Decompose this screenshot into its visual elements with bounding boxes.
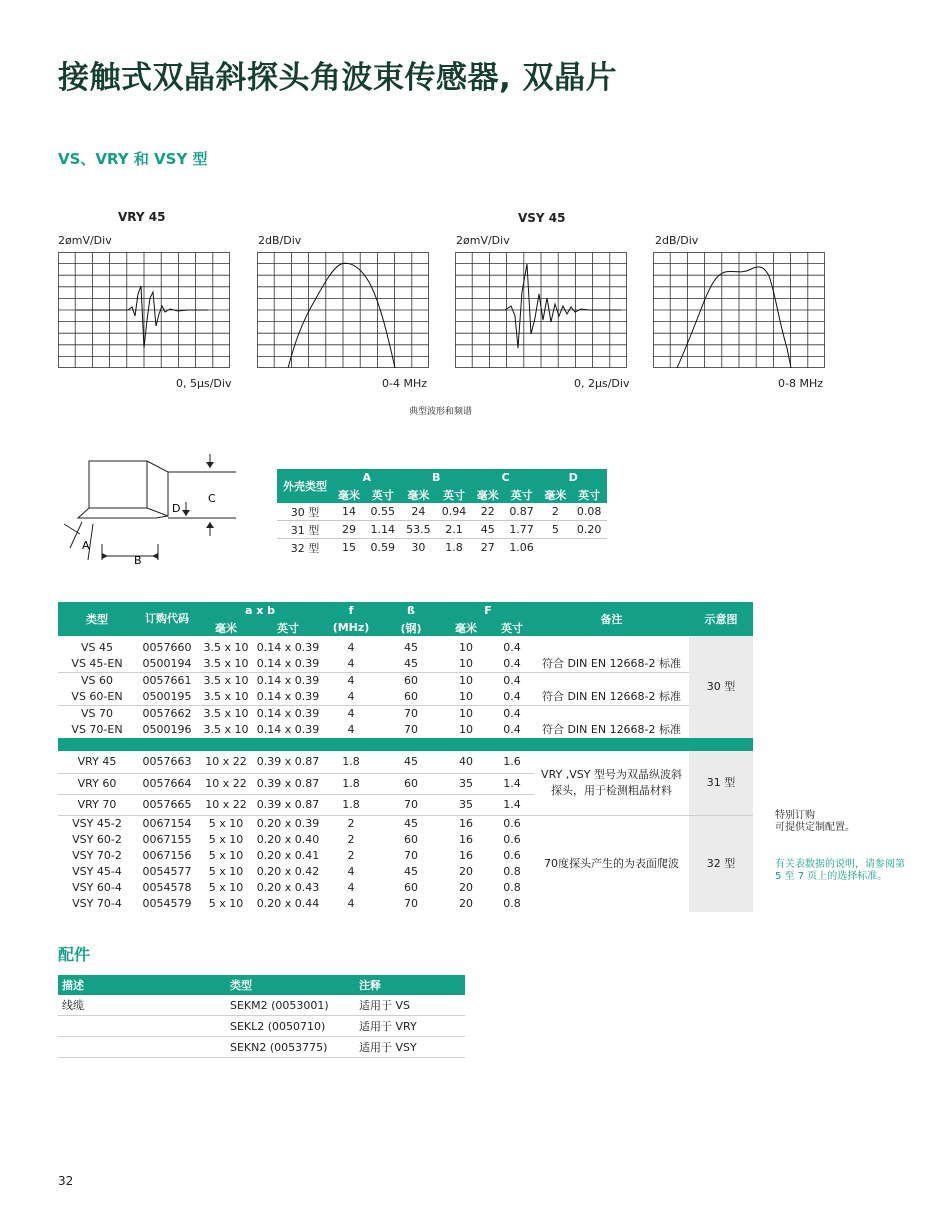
acc-row: SEKN2 (0053775) 适用于 VSY: [58, 1037, 465, 1058]
header-f-unit: (MHz): [322, 619, 380, 636]
table-row: VS 60 0057661 3.5 x 10 0.14 x 0.39 4 60 10 0.4 符合 DIN EN 12668-2 标准: [58, 673, 753, 690]
vry-spectrum-line: [288, 263, 395, 368]
diagram-label-d: D: [172, 502, 181, 515]
section-title: VS、VRY 和 VSY 型: [58, 150, 208, 168]
graph3-ylabel: 2ømV/Div: [456, 234, 510, 247]
note-din-en: 符合 DIN EN 12668-2 标准: [541, 657, 682, 670]
graphs-caption: 典型波形和频谱: [409, 407, 473, 417]
dim-sub-mm: 毫米: [472, 486, 504, 503]
graph1-xlabel: 0, 5μs/Div: [176, 377, 232, 390]
table-row: VS 45-EN 0500194 3.5 x 10 0.14 x 0.39 4 45 10 0.4: [71, 657, 521, 670]
dim-row: 32 型 15 0.59 30 1.8 27 1.06: [290, 541, 534, 555]
dimension-table: [277, 469, 607, 556]
note-vsy: 70度探头产生的为表面爬波: [534, 815, 689, 912]
vsy-spectrum-graph: [653, 252, 825, 368]
figure-32: 32 型: [689, 815, 753, 912]
figure-31: 31 型: [689, 751, 753, 815]
header-figure: 示意图: [689, 602, 753, 636]
graph1-ylabel: 2ømV/Div: [58, 234, 112, 247]
vsy-waveform-line: [489, 264, 621, 348]
graph3-xlabel: 0, 2μs/Div: [574, 377, 630, 390]
header-axb-mm: 毫米: [198, 619, 254, 636]
dim-sub-inch: 英寸: [365, 486, 401, 503]
page-number: 32: [58, 1174, 74, 1188]
vry-waveform-graph: [58, 252, 230, 368]
table-row: VSY 70-2 0067156 5 x 10 0.20 x 0.41 2 70 16 0.6: [72, 848, 521, 862]
accessories-title: 配件: [58, 945, 91, 964]
acc-header-type: 类型: [226, 975, 355, 995]
table-row: VRY 45 0057663 10 x 22 0.39 x 0.87 1.8 45 40 1.6 VRY ,VSY 型号为双晶纵波斜探头，用于检测粗晶材料 31 型: [58, 751, 753, 773]
vsy-spectrum-line: [677, 267, 791, 368]
diagram-label-b: B: [134, 554, 142, 567]
dim-sub-inch: 英寸: [436, 486, 472, 503]
table-row: VS 70-EN 0500196 3.5 x 10 0.14 x 0.39 4 70 10 0.4: [71, 723, 521, 736]
dim-row: 31 型 29 1.14 53.5 2.1 45 1.77 5 0.20: [277, 521, 607, 539]
acc-row: SEKL2 (0050710) 适用于 VRY: [58, 1016, 465, 1037]
vry-waveform-line: [76, 286, 208, 348]
vsy-waveform-graph: [455, 252, 627, 368]
diagram-label-c: C: [208, 492, 216, 505]
acc-header-note: 注释: [355, 975, 465, 995]
table-row: VSY 45-2 0067154 5 x 10 0.20 x 0.39 2 45 16 0.6 70度探头产生的为表面爬波 32 型: [58, 815, 753, 832]
vsy-graph-title: VSY 45: [518, 211, 566, 225]
dim-sub-mm: 毫米: [539, 486, 571, 503]
graph4-ylabel: 2dB/Div: [655, 234, 699, 247]
table-row: VRY 70 0057665 10 x 22 0.39 x 0.87 1.8 70 35 1.4: [58, 794, 753, 815]
acc-header-desc: 描述: [58, 975, 226, 995]
dim-sub-inch: 英寸: [571, 486, 607, 503]
figure-30: 30 型: [689, 636, 753, 738]
dim-sub-inch: 英寸: [504, 486, 540, 503]
note-din-en: 符合 DIN EN 12668-2 标准: [534, 706, 689, 739]
header-F: F: [442, 602, 534, 619]
table-row: VRY 60 0057664 10 x 22 0.39 x 0.87 1.8 60 35 1.4: [58, 773, 753, 794]
table-divider-band: [58, 738, 753, 751]
header-beta-unit: (钢): [380, 619, 442, 636]
dim-sub-mm: 毫米: [333, 486, 365, 503]
graph2-ylabel: 2dB/Div: [258, 234, 302, 247]
dim-header-c: C: [472, 469, 540, 486]
header-type: 类型: [58, 602, 136, 636]
dim-header-type: 外壳类型: [277, 469, 333, 503]
page-title: 接触式双晶斜探头角波束传感器, 双晶片: [58, 60, 618, 96]
probe-spec-table: [58, 602, 753, 912]
graph4-xlabel: 0-8 MHz: [778, 377, 823, 390]
header-order-code: 订购代码: [136, 602, 198, 636]
accessories-table: [58, 975, 465, 1058]
table-row: VS 60-EN 0500195 3.5 x 10 0.14 x 0.39 4 60 10 0.4: [71, 690, 521, 703]
note-din-en: 符合 DIN EN 12668-2 标准: [534, 673, 689, 706]
table-row: VS 70 0057662 3.5 x 10 0.14 x 0.39 4 70 10 0.4 符合 DIN EN 12668-2 标准: [58, 706, 753, 723]
table-row: VS 45 0057660 3.5 x 10 0.14 x 0.39 4 45 10 0.4 符合 DIN EN 12668-2 标准 30 型: [58, 636, 753, 656]
table-row: VSY 60-2 0067155 5 x 10 0.20 x 0.40 2 60 16 0.6: [72, 832, 521, 846]
graph2-xlabel: 0-4 MHz: [382, 377, 427, 390]
header-F-mm: 毫米: [442, 619, 490, 636]
vry-graph-title: VRY 45: [118, 210, 166, 224]
dim-header-d: D: [539, 469, 607, 486]
header-axb: a x b: [198, 602, 322, 619]
vry-spectrum-graph: [257, 252, 429, 368]
table-row: VSY 45-4 0054577 5 x 10 0.20 x 0.42 4 45 20 0.8: [72, 864, 521, 878]
special-order-note: 特别订购 可提供定制配置。: [775, 810, 855, 833]
header-F-inch: 英寸: [490, 619, 534, 636]
dim-header-b: B: [401, 469, 472, 486]
acc-row: 线缆 SEKM2 (0053001) 适用于 VS: [58, 995, 465, 1016]
header-beta: ß: [380, 602, 442, 619]
header-f: f: [322, 602, 380, 619]
diagram-label-a: A: [82, 539, 90, 552]
table-row: VSY 70-4 0054579 5 x 10 0.20 x 0.44 4 70 20 0.8: [72, 896, 521, 910]
note-vry: VRY ,VSY 型号为双晶纵波斜探头，用于检测粗晶材料: [541, 767, 682, 797]
table-row: VSY 60-4 0054578 5 x 10 0.20 x 0.43 4 60 20 0.8: [72, 880, 521, 894]
reference-note: 有关表数据的说明，请参阅第 5 至 7 页上的选择标准。: [775, 859, 905, 882]
dim-sub-mm: 毫米: [401, 486, 437, 503]
header-axb-inch: 英寸: [254, 619, 322, 636]
dim-row: 30 型 14 0.55 24 0.94 22 0.87 2 0.08: [277, 503, 607, 521]
header-note: 备注: [534, 602, 689, 636]
dim-header-a: A: [333, 469, 401, 486]
probe-dimension-diagram: [58, 448, 248, 568]
